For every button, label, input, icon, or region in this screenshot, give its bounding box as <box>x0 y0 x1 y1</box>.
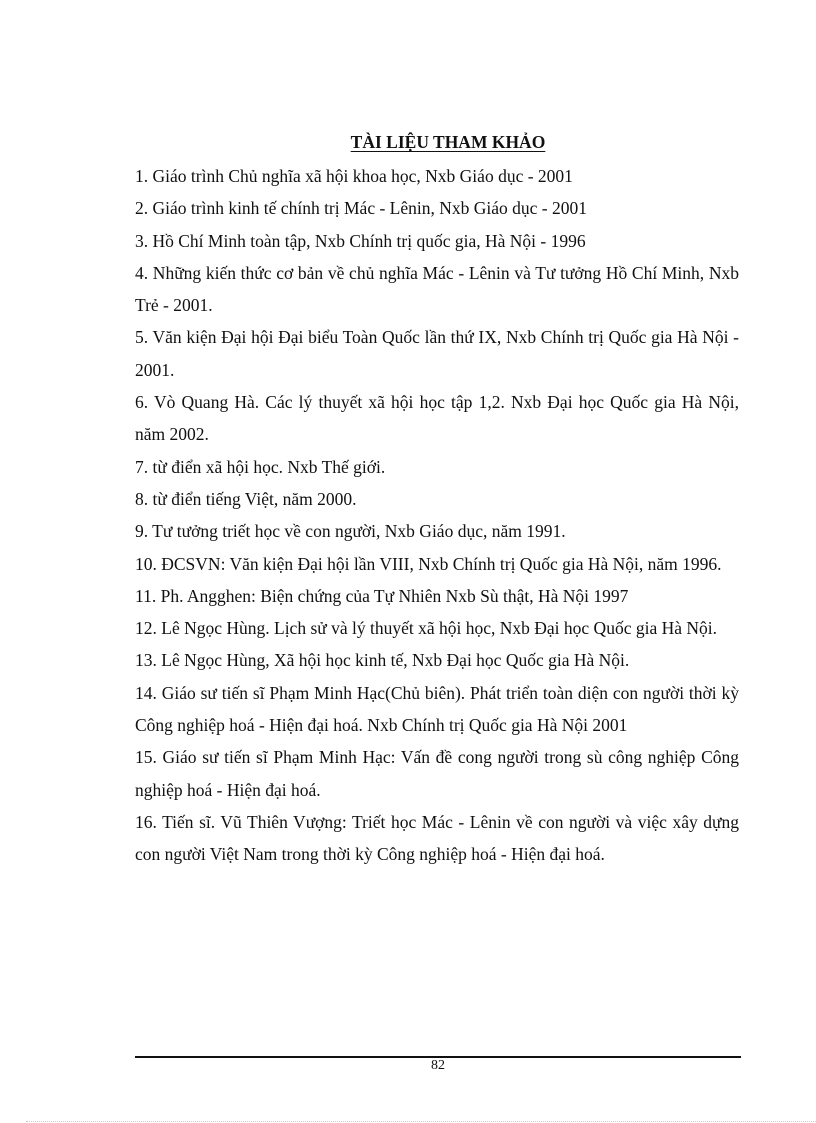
reference-item-4: 4. Những kiến thức cơ bản về chủ nghĩa Mác - Lênin và Tư tưởng Hồ Chí Minh, Nxb Trẻ - 2001. <box>135 262 739 316</box>
page-title: TÀI LIỆU THAM KHẢO <box>350 132 546 152</box>
reference-item-3: 3. Hồ Chí Minh toàn tập, Nxb Chính trị quốc gia, Hà Nội - 1996 <box>135 230 586 251</box>
reference-item-12: 12. Lê Ngọc Hùng. Lịch sử và lý thuyết xã hội học, Nxb Đại học Quốc gia Hà Nội. <box>135 618 717 639</box>
page-edge-divider <box>26 1121 816 1122</box>
reference-item-2: 2. Giáo trình kinh tế chính trị Mác - Lênin, Nxb Giáo dục - 2001 <box>135 198 587 219</box>
reference-item-8: 8. từ điển tiếng Việt, năm 2000. <box>135 488 357 509</box>
reference-item-15: 15. Giáo sư tiến sĩ Phạm Minh Hạc: Vấn đề cong người trong sù công nghiệp Công nghiệp hoá - Hiện đại hoá. <box>135 747 739 800</box>
reference-item-1: 1. Giáo trình Chủ nghĩa xã hội khoa học, Nxb Giáo dục - 2001 <box>135 166 573 186</box>
reference-item-6: 6. Vò Quang Hà. Các lý thuyết xã hội học tập 1,2. Nxb Đại học Quốc gia Hà Nội, năm 2002. <box>135 392 739 445</box>
page-number: 82 <box>431 1058 445 1073</box>
reference-item-5: 5. Văn kiện Đại hội Đại biểu Toàn Quốc lần thứ IX, Nxb Chính trị Quốc gia Hà Nội - 2001. <box>135 327 739 380</box>
reference-item-13: 13. Lê Ngọc Hùng, Xã hội học kinh tế, Nxb Đại học Quốc gia Hà Nội. <box>135 650 630 671</box>
reference-list <box>135 160 739 871</box>
reference-item-11: 11. Ph. Angghen: Biện chứng của Tự Nhiên Nxb Sù thật, Hà Nội 1997 <box>135 585 629 606</box>
reference-item-16: 16. Tiến sĩ. Vũ Thiên Vượng: Triết học Mác - Lênin về con người và việc xây dựng con người Việt Nam trong thời kỳ Công nghiệp hoá - Hiện đại hoá. <box>135 811 739 865</box>
reference-item-10: 10. ĐCSVN: Văn kiện Đại hội lần VIII, Nxb Chính trị Quốc gia Hà Nội, năm 1996. <box>135 553 722 574</box>
reference-item-14: 14. Giáo sư tiến sĩ Phạm Minh Hạc(Chủ biên). Phát triển toàn diện con người thời kỳ Công nghiệp hoá - Hiện đại hoá. Nxb Chính trị Quốc gia Hà Nội 2001 <box>135 682 739 736</box>
reference-item-9: 9. Tư tưởng triết học về con người, Nxb Giáo dục, năm 1991. <box>135 521 566 542</box>
reference-item-7: 7. từ điển xã hội học. Nxb Thế giới. <box>135 456 386 477</box>
